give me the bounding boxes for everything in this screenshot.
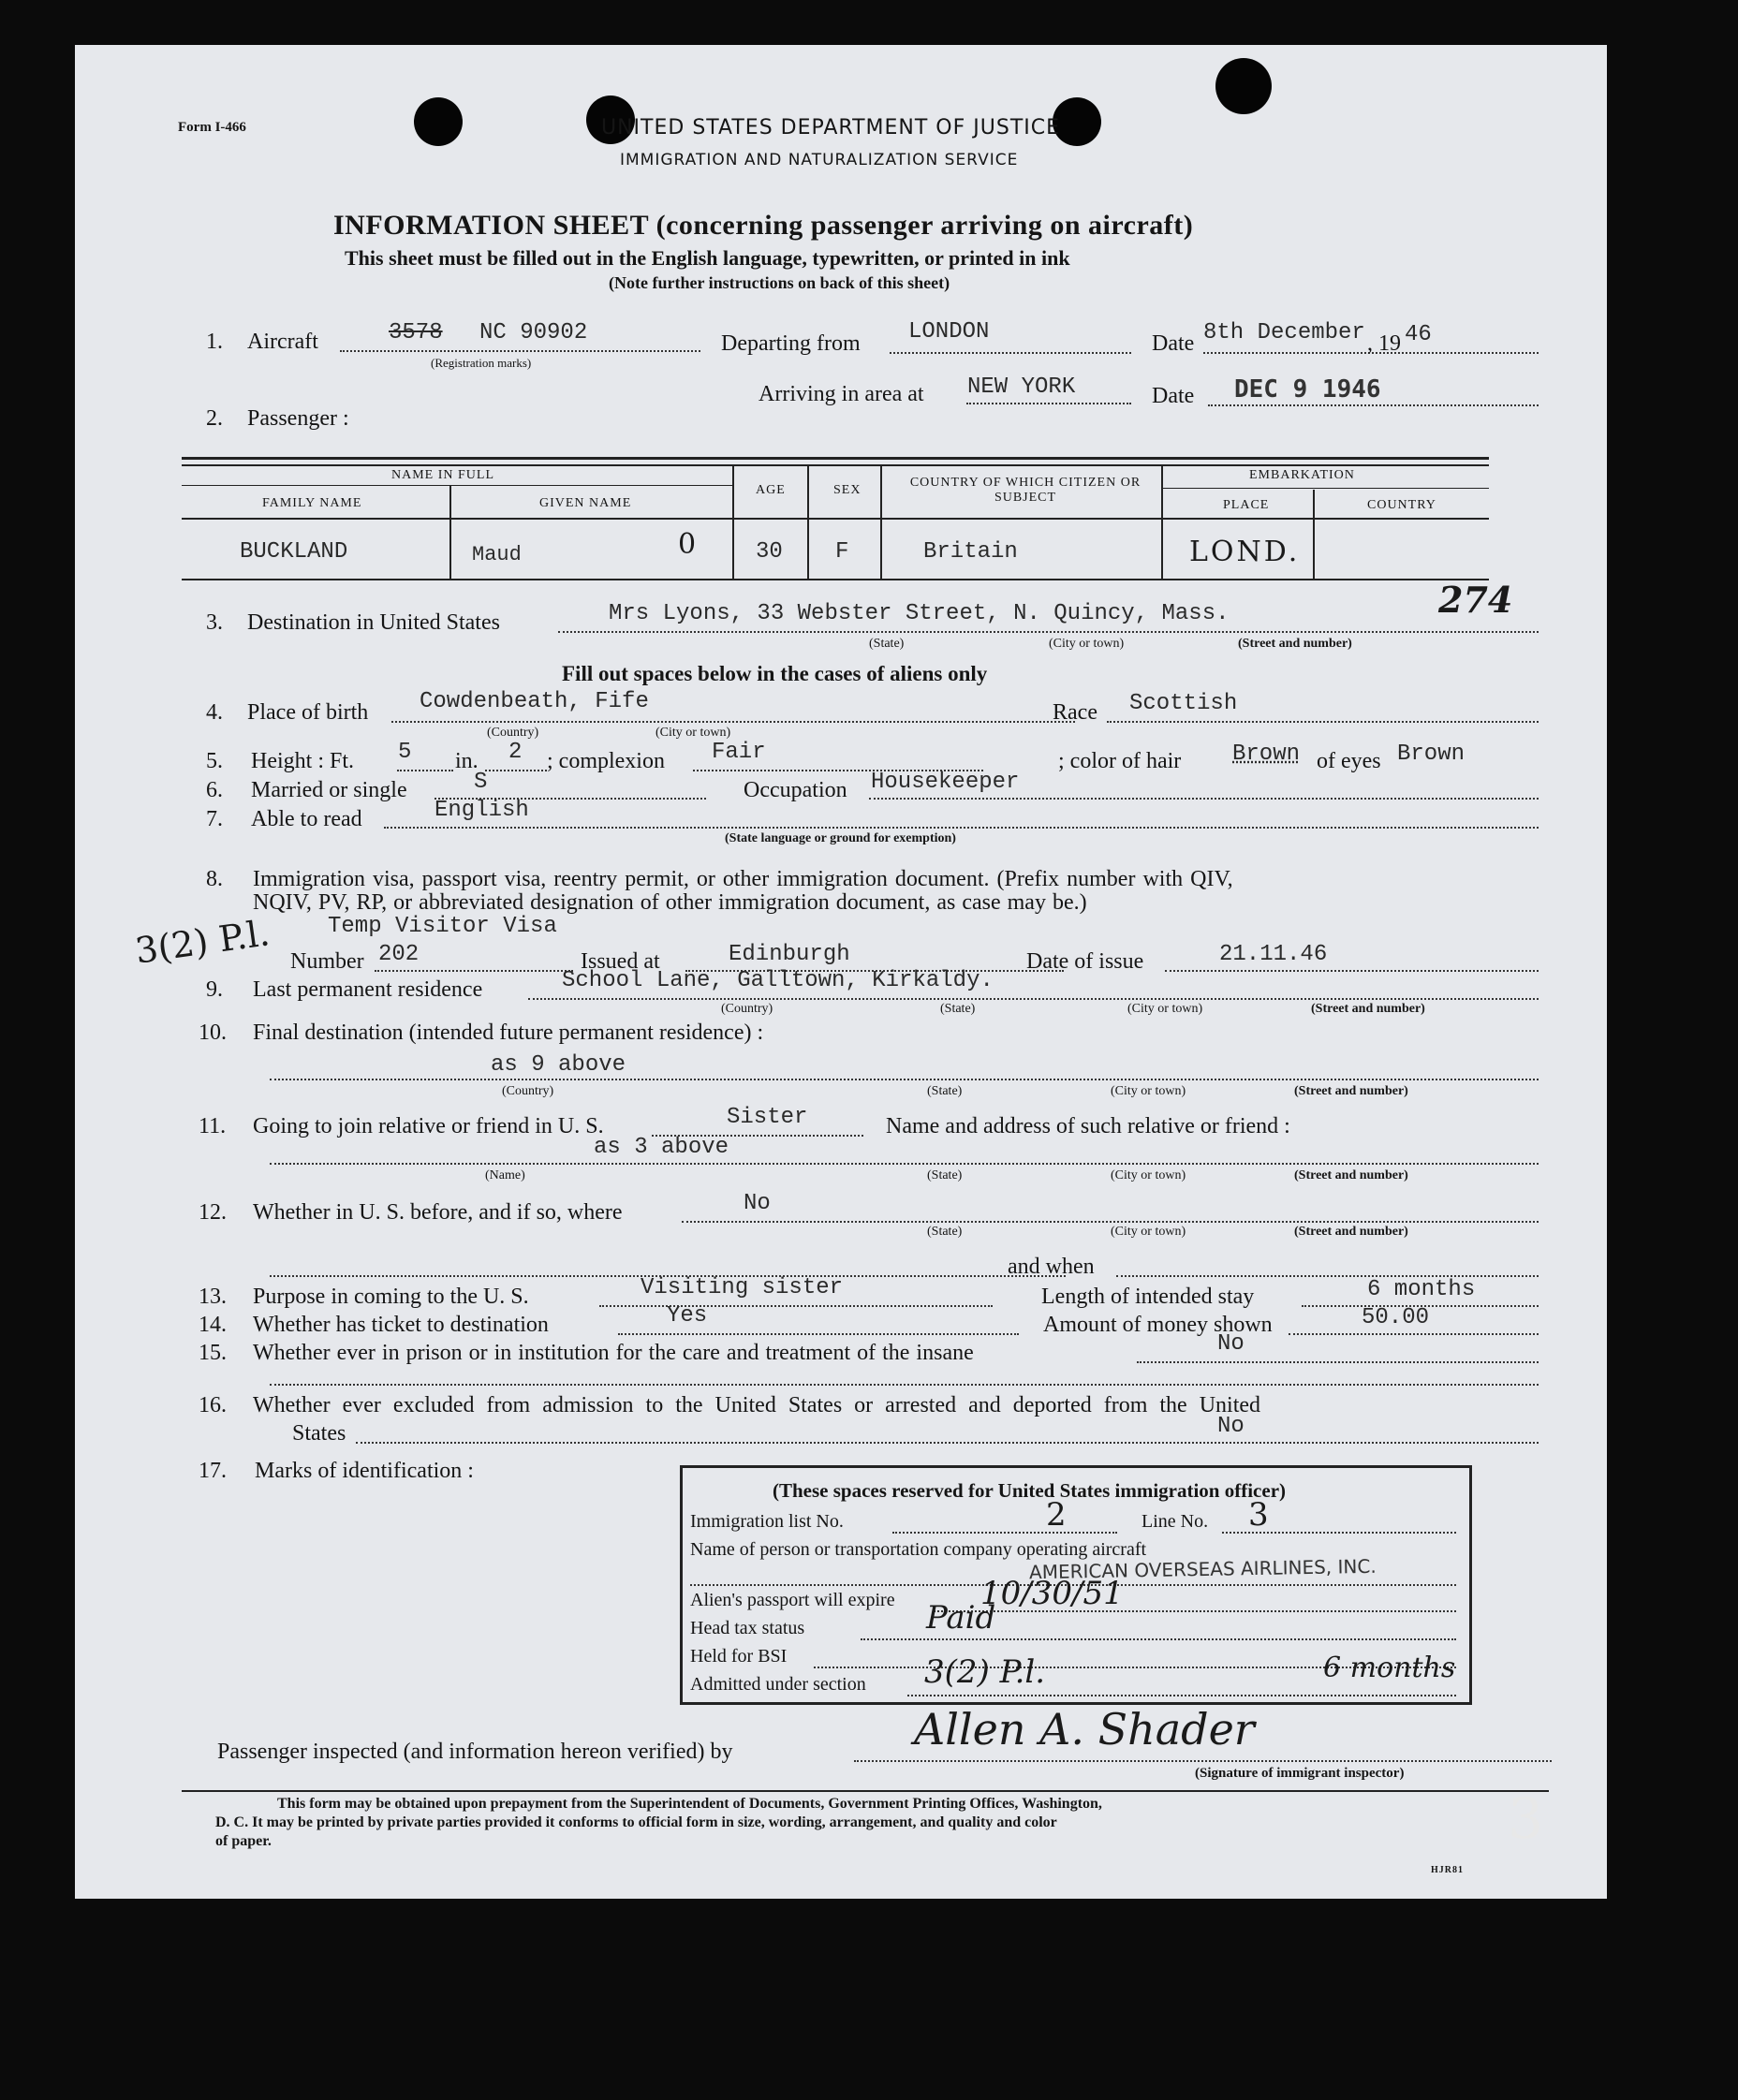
immigration-list-value: 2: [1046, 1496, 1067, 1534]
admitted-section-label: Admitted under section: [690, 1674, 866, 1695]
country-header: COUNTRY: [1367, 498, 1436, 512]
caption-country: (Country): [487, 726, 539, 740]
prison-label: Whether ever in prison or in institution for the care and treatment of the insane: [253, 1341, 974, 1365]
relative-address-value: as 3 above: [594, 1135, 729, 1160]
given-name-mark: 0: [678, 528, 697, 561]
passport-expiry-value: 10/30/51: [980, 1575, 1124, 1612]
date-label: Date: [1152, 331, 1195, 356]
arriving-city: NEW YORK: [967, 374, 1076, 400]
departing-label: Departing from: [721, 331, 861, 356]
family-name-value: BUCKLAND: [240, 539, 348, 565]
citizenship-header: COUNTRY OF WHICH CITIZEN OR SUBJECT: [909, 476, 1141, 505]
form-number: Form I-466: [178, 120, 246, 135]
aliens-only-heading: Fill out spaces below in the cases of aliens only: [562, 662, 988, 685]
given-name-value: Maud: [472, 543, 522, 566]
last-residence-value: School Lane, Galltown, Kirkaldy.: [562, 968, 994, 993]
deportation-label: Whether ever excluded from admission to the United States or arrested and deported from the United: [253, 1393, 1261, 1417]
punch-hole: [1215, 58, 1272, 114]
citizenship-value: Britain: [923, 539, 1018, 565]
birthplace-label: Place of birth: [247, 700, 369, 725]
marital-status-label: Married or single: [251, 778, 407, 802]
caption-street: (Street and number): [1238, 637, 1352, 651]
passport-expiry-label: Alien's passport will expire: [690, 1590, 895, 1610]
service-title: IMMIGRATION AND NATURALIZATION SERVICE: [620, 151, 1019, 169]
last-residence-label: Last permanent residence: [253, 977, 483, 1002]
document-type-value: Temp Visitor Visa: [328, 914, 557, 939]
hair-color-value: Brown: [1232, 742, 1301, 767]
stay-length-label: Length of intended stay: [1041, 1285, 1255, 1309]
age-header: AGE: [756, 483, 786, 497]
footer-line2: D. C. It may be printed by private parties provided it conforms to official form in size, wording, arrangement, and quality and color: [215, 1814, 1057, 1830]
page-subtitle: This sheet must be filled out in the English language, typewritten, or printed in ink: [345, 246, 1070, 270]
caption-country: (Country): [721, 1002, 773, 1016]
footer-line3: of paper.: [215, 1833, 272, 1849]
footer-line1: This form may be obtained upon prepayment from the Superintendent of Documents, Government Printing Offices, Washington,: [277, 1796, 1102, 1812]
item-number: 3.: [206, 610, 223, 635]
caption-country: (Country): [502, 1084, 554, 1098]
language-caption: (State language or ground for exemption): [725, 831, 956, 845]
relative-label: Going to join relative or friend in U. S.: [253, 1114, 604, 1138]
caption-street: (Street and number): [1311, 1002, 1425, 1016]
head-tax-label: Head tax status: [690, 1618, 805, 1638]
operator-stamp: AMERICAN OVERSEAS AIRLINES, INC.: [1028, 1554, 1377, 1584]
signature-caption: (Signature of immigrant inspector): [1195, 1766, 1405, 1781]
item-number: 7.: [206, 807, 223, 831]
stay-length-value: 6 months: [1367, 1277, 1476, 1302]
occupation-label: Occupation: [744, 778, 847, 802]
struck-aircraft-number: 3578: [389, 320, 443, 345]
hair-color-label: ; color of hair: [1058, 749, 1182, 773]
arrival-date-stamp: DEC 9 1946: [1234, 375, 1381, 404]
caption-city: (City or town): [1111, 1084, 1186, 1098]
item-number: 17.: [199, 1459, 227, 1483]
caption-state: (State): [927, 1084, 963, 1098]
race-value: Scottish: [1129, 691, 1238, 716]
aircraft-label: Aircraft: [247, 330, 318, 354]
marital-status-value: S: [474, 770, 488, 795]
destination-value: Mrs Lyons, 33 Webster Street, N. Quincy, Mass.: [609, 601, 1230, 626]
aircraft-registration: NC 90902: [479, 320, 588, 345]
year-prefix: , 19: [1367, 331, 1401, 356]
item-number: 5.: [206, 749, 223, 773]
place-header: PLACE: [1223, 498, 1270, 512]
department-title: UNITED STATES DEPARTMENT OF JUSTICE: [601, 116, 1061, 140]
document-number-label: Number: [290, 949, 364, 974]
and-when-label: and when: [1008, 1255, 1095, 1279]
height-inches: 2: [508, 740, 523, 765]
edge-number: 3: [1508, 1786, 1544, 1852]
inspector-signature: Allen A. Shader: [914, 1704, 1255, 1755]
document-instruction-line1: Immigration visa, passport visa, reentry permit, or other immigration document. (Prefix number with QIV,: [253, 867, 1233, 891]
relative-value: Sister: [727, 1105, 808, 1130]
item-number: 13.: [199, 1285, 227, 1309]
embarkation-header: EMBARKATION: [1249, 468, 1355, 482]
occupation-value: Housekeeper: [871, 770, 1020, 795]
final-destination-label: Final destination (intended future permanent residence) :: [253, 1021, 764, 1045]
document-number-value: 202: [378, 942, 420, 967]
item-number: 4.: [206, 700, 223, 725]
item-number: 14.: [199, 1313, 227, 1337]
complexion-label: ; complexion: [547, 749, 665, 773]
issued-at-label: Issued at: [581, 949, 660, 974]
deportation-label-cont: States: [292, 1421, 346, 1446]
ticket-value: Yes: [667, 1303, 708, 1329]
issued-at-value: Edinburgh: [729, 942, 850, 967]
previous-visit-value: No: [744, 1191, 771, 1216]
purpose-label: Purpose in coming to the U. S.: [253, 1285, 529, 1309]
caption-city: (City or town): [655, 726, 731, 740]
identification-marks-label: Marks of identification :: [255, 1459, 474, 1483]
line-number-value: 3: [1248, 1496, 1269, 1534]
caption-street: (Street and number): [1294, 1225, 1408, 1239]
item-number: 1.: [206, 330, 223, 354]
item-number: 9.: [206, 977, 223, 1002]
arriving-label: Arriving in area at: [759, 382, 924, 406]
inches-label: in.: [455, 749, 479, 773]
caption-city: (City or town): [1049, 637, 1125, 651]
eye-color-value: Brown: [1397, 742, 1466, 767]
relative-address-label: Name and address of such relative or friend :: [886, 1114, 1290, 1138]
caption-city: (City or town): [1127, 1002, 1203, 1016]
race-label: Race: [1053, 700, 1097, 725]
registration-caption: (Registration marks): [431, 356, 532, 370]
height-feet: 5: [398, 740, 412, 765]
final-destination-value: as 9 above: [491, 1052, 626, 1078]
passenger-label: Passenger :: [247, 406, 349, 431]
arrival-date-label: Date: [1152, 384, 1195, 408]
item-number: 15.: [199, 1341, 227, 1365]
eye-color-label: of eyes: [1317, 749, 1381, 773]
previous-visit-label: Whether in U. S. before, and if so, where: [253, 1200, 623, 1225]
instruction-note: (Note further instructions on back of this sheet): [609, 273, 950, 292]
family-name-header: FAMILY NAME: [262, 496, 362, 510]
held-for-bsi-label: Held for BSI: [690, 1646, 788, 1667]
sex-header: SEX: [833, 483, 862, 497]
line-number-label: Line No.: [1141, 1511, 1209, 1532]
departing-city: LONDON: [908, 319, 990, 345]
item-number: 2.: [206, 406, 223, 431]
document-instruction-line2: NQIV, PV, RP, or abbreviated designation of other immigration document, as case may be.): [253, 890, 1087, 915]
caption-state: (State): [927, 1168, 963, 1182]
page-title: INFORMATION SHEET (concerning passenger arriving on aircraft): [333, 210, 1194, 241]
complexion-value: Fair: [712, 740, 766, 765]
caption-street: (Street and number): [1294, 1084, 1408, 1098]
prison-value: No: [1217, 1331, 1245, 1357]
caption-state: (State): [927, 1225, 963, 1239]
margin-number: 274: [1438, 579, 1513, 621]
item-number: 6.: [206, 778, 223, 802]
destination-label: Destination in United States: [247, 610, 500, 635]
officer-use-box: [680, 1465, 1472, 1705]
operator-label: Name of person or transportation company operating aircraft: [690, 1539, 1147, 1560]
caption-state: (State): [940, 1002, 976, 1016]
item-number: 8.: [206, 867, 223, 891]
money-label: Amount of money shown: [1043, 1313, 1273, 1337]
item-number: 11.: [199, 1114, 227, 1138]
caption-street: (Street and number): [1294, 1168, 1408, 1182]
caption-city: (City or town): [1111, 1225, 1186, 1239]
officer-box-title: (These spaces reserved for United States immigration officer): [773, 1479, 1287, 1502]
admitted-period-value: 6 months: [1323, 1652, 1456, 1684]
caption-state: (State): [869, 637, 905, 651]
departure-year: 46: [1405, 322, 1432, 347]
birthplace-value: Cowdenbeath, Fife: [420, 689, 649, 714]
immigration-list-label: Immigration list No.: [690, 1511, 844, 1532]
item-number: 16.: [199, 1393, 227, 1417]
caption-city: (City or town): [1111, 1168, 1186, 1182]
money-value: 50.00: [1362, 1305, 1430, 1330]
item-number: 10.: [199, 1021, 227, 1045]
caption-name: (Name): [485, 1168, 525, 1182]
purpose-value: Visiting sister: [641, 1275, 844, 1300]
sex-value: F: [835, 539, 849, 565]
able-to-read-label: Able to read: [251, 807, 362, 831]
admitted-section-value: 3(2) P.l.: [924, 1653, 1046, 1691]
given-name-header: GIVEN NAME: [539, 496, 632, 510]
embarkation-place-value: LOND.: [1189, 536, 1301, 568]
ticket-label: Whether has ticket to destination: [253, 1313, 549, 1337]
inspection-label: Passenger inspected (and information hereon verified) by: [217, 1740, 733, 1764]
name-in-full-header: NAME IN FULL: [391, 468, 494, 482]
margin-section-note: 3(2) P.l.: [132, 912, 272, 972]
height-label: Height : Ft.: [251, 749, 355, 773]
able-to-read-value: English: [434, 798, 529, 823]
departure-date: 8th December: [1203, 320, 1365, 345]
age-value: 30: [756, 539, 783, 565]
issue-date-value: 21.11.46: [1219, 942, 1328, 967]
form-sheet: [75, 45, 1607, 1899]
item-number: 12.: [199, 1200, 227, 1225]
head-tax-value: Paid: [926, 1599, 996, 1637]
print-code: HJR81: [1431, 1865, 1464, 1875]
deportation-value: No: [1217, 1414, 1245, 1439]
punch-hole: [414, 97, 463, 146]
issue-date-label: Date of issue: [1026, 949, 1144, 974]
